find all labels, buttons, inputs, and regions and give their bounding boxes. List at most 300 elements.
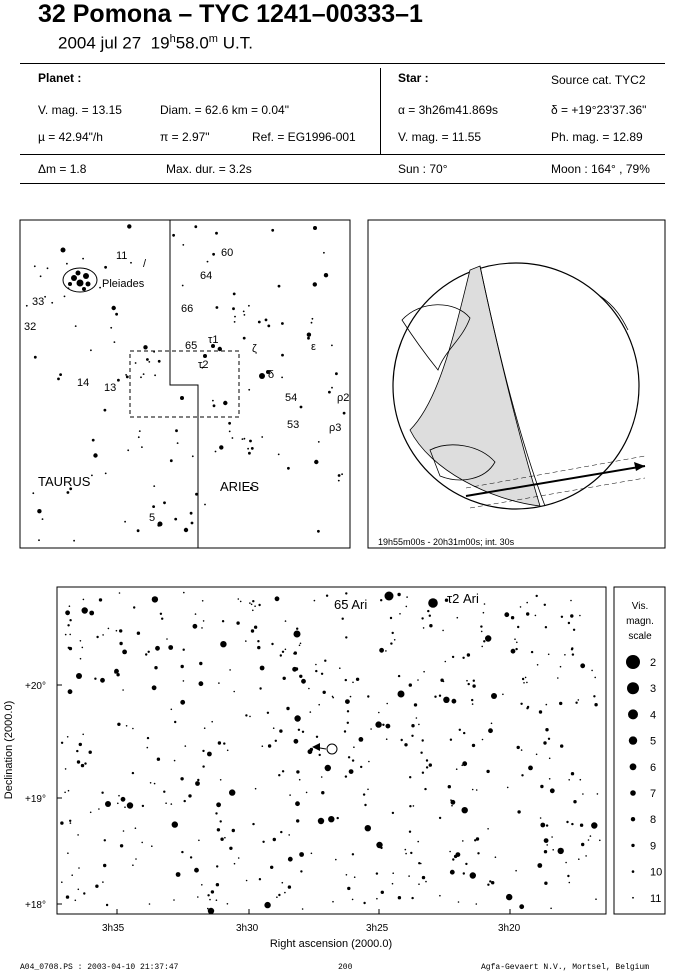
detail-star — [483, 640, 485, 642]
star-label-rho3: ρ3 — [329, 422, 342, 434]
detail-star — [452, 699, 457, 704]
detail-bright-star — [318, 818, 324, 824]
detail-star — [439, 817, 441, 819]
detail-star — [368, 761, 370, 763]
detail-star — [413, 805, 415, 807]
detail-star — [155, 646, 160, 651]
detail-star — [76, 750, 78, 752]
finder-star — [153, 485, 155, 487]
star-label-slash: / — [143, 258, 147, 270]
detail-star — [365, 825, 371, 831]
detail-star — [344, 730, 346, 732]
detail-star — [223, 742, 225, 744]
detail-star — [450, 870, 455, 875]
detail-star — [507, 787, 509, 789]
finder-star — [216, 306, 219, 309]
finder-star — [175, 429, 178, 432]
detail-star — [515, 870, 517, 872]
detail-star — [549, 758, 551, 760]
detail-star — [216, 865, 218, 867]
detail-star — [571, 647, 573, 649]
label-65-ari: 65 Ari — [334, 597, 368, 612]
finder-star — [312, 318, 314, 320]
detail-star — [426, 759, 428, 761]
detail-star — [69, 605, 71, 607]
detail-star — [300, 870, 302, 872]
detail-star — [548, 738, 550, 740]
detail-star — [514, 638, 516, 640]
finder-frame — [20, 220, 350, 548]
detail-star — [315, 670, 317, 672]
finder-star — [213, 404, 216, 407]
detail-star — [203, 620, 205, 622]
detail-star — [537, 863, 542, 868]
detail-star — [289, 794, 291, 796]
detail-star — [323, 691, 326, 694]
detail-star — [470, 872, 476, 878]
detail-star — [321, 776, 323, 778]
max-duration: Max. dur. = 3.2s — [166, 162, 252, 176]
finder-star — [138, 436, 140, 438]
detail-star — [411, 724, 414, 727]
detail-star — [451, 805, 453, 807]
detail-star — [220, 838, 223, 841]
detail-star — [594, 703, 597, 706]
detail-star — [299, 852, 304, 857]
detail-star — [422, 739, 424, 741]
detail-star — [132, 864, 134, 866]
finder-star — [281, 354, 284, 357]
detail-star — [119, 592, 121, 594]
detail-star — [378, 712, 380, 714]
detail-star — [397, 593, 400, 596]
detail-star — [543, 741, 546, 744]
xtick-3h35: 3h35 — [102, 923, 125, 934]
detail-star — [78, 889, 80, 891]
detail-star — [61, 881, 63, 883]
detail-star — [80, 640, 82, 642]
detail-star — [417, 841, 419, 843]
planet-vmag: V. mag. = 13.15 — [38, 103, 122, 117]
detail-star — [457, 617, 459, 619]
detail-star — [259, 687, 261, 689]
star-label-66: 66 — [181, 303, 194, 315]
detail-star — [249, 602, 251, 604]
detail-star — [386, 738, 388, 740]
detail-star — [279, 729, 282, 732]
detail-star — [101, 792, 103, 794]
detail-star — [520, 703, 522, 705]
finder-star — [42, 518, 44, 520]
star-label-33: 33 — [32, 296, 45, 308]
detail-star — [537, 664, 539, 666]
detail-star — [82, 734, 84, 736]
detail-star — [578, 699, 580, 701]
pleiades-star — [77, 280, 84, 287]
detail-star — [120, 844, 123, 847]
detail-star — [481, 646, 483, 648]
detail-star — [426, 766, 428, 768]
mag-scale-dot — [632, 870, 635, 873]
planet-parallax: π = 2.97" — [160, 130, 210, 144]
detail-star — [78, 867, 80, 869]
finder-star — [192, 455, 194, 457]
detail-star — [246, 880, 248, 882]
planet-motion: µ = 42.94"/h — [38, 130, 103, 144]
detail-star — [222, 620, 224, 622]
detail-bright-star — [76, 673, 82, 679]
footer-credit: Agfa-Gevaert N.V., Mortsel, Belgium — [481, 963, 650, 972]
mag-scale-value: 6 — [650, 761, 657, 774]
finder-star — [287, 467, 290, 470]
detail-bright-star — [428, 598, 438, 608]
detail-star — [591, 822, 597, 828]
detail-star — [545, 626, 547, 628]
detail-star — [339, 667, 341, 669]
detail-star — [526, 682, 528, 684]
detail-star — [152, 596, 158, 602]
detail-star — [567, 875, 569, 877]
detail-star — [286, 707, 289, 710]
detail-star — [418, 724, 420, 726]
detail-star — [67, 624, 69, 626]
finder-bright-star — [158, 522, 163, 527]
detail-star — [570, 614, 573, 617]
mag-scale-value: 10 — [650, 866, 663, 879]
finder-star — [244, 438, 246, 440]
detail-star — [410, 852, 412, 854]
detail-star — [135, 858, 137, 860]
detail-star — [233, 691, 235, 693]
detail-star — [406, 596, 408, 598]
detail-star — [462, 807, 468, 813]
finder-star — [314, 460, 318, 464]
pleiades-star — [83, 273, 89, 279]
detail-star — [392, 812, 394, 814]
detail-star — [404, 743, 407, 746]
finder-star — [258, 321, 261, 324]
detail-star — [283, 677, 286, 680]
detail-star — [71, 874, 73, 876]
pleiades-star — [76, 271, 81, 276]
finder-star — [117, 379, 120, 382]
page-title: 32 Pomona – TYC 1241–00333–1 — [38, 0, 423, 28]
detail-star — [401, 739, 403, 741]
detail-star — [390, 617, 392, 619]
finder-star — [251, 447, 254, 450]
detail-star — [545, 728, 548, 731]
star-phmag: Ph. mag. = 12.89 — [551, 130, 643, 144]
detail-star — [300, 643, 302, 645]
finder-star — [57, 378, 60, 381]
finder-star — [338, 474, 341, 477]
detail-star — [227, 750, 229, 752]
detail-star — [450, 799, 452, 801]
detail-star — [174, 721, 176, 723]
detail-star — [536, 754, 538, 756]
star-label-13: 13 — [104, 382, 117, 394]
detail-star — [69, 619, 71, 621]
detail-star — [418, 883, 420, 885]
detail-star — [79, 743, 82, 746]
detail-stars — [60, 592, 600, 915]
ytick-19: +19° — [25, 794, 46, 805]
detail-star — [472, 744, 475, 747]
detail-star — [521, 749, 523, 751]
detail-star — [257, 646, 260, 649]
detail-star — [527, 706, 529, 708]
detail-star — [423, 627, 425, 629]
detail-star — [183, 680, 185, 682]
detail-star — [526, 612, 529, 615]
detail-star — [285, 620, 287, 622]
finder-star — [115, 313, 118, 316]
detail-star — [370, 728, 372, 730]
detail-star — [220, 641, 226, 647]
globe-panel — [368, 220, 665, 548]
detail-star — [149, 903, 151, 905]
finder-star — [99, 287, 101, 289]
detail-star — [544, 882, 547, 885]
detail-star — [311, 853, 313, 855]
detail-star — [536, 595, 538, 597]
finder-star — [139, 430, 141, 432]
finder-star — [143, 373, 145, 375]
detail-star — [67, 852, 69, 854]
detail-star — [394, 639, 396, 641]
detail-star — [381, 891, 384, 894]
detail-star — [260, 666, 265, 671]
detail-star — [566, 821, 568, 823]
detail-star — [346, 874, 348, 876]
star-label-14: 14 — [77, 377, 90, 389]
detail-star — [517, 626, 519, 628]
detail-star — [254, 605, 256, 607]
detail-star — [218, 682, 220, 684]
finder-star — [271, 229, 274, 232]
finder-star — [140, 376, 142, 378]
finder-star — [331, 387, 333, 389]
detail-star — [133, 606, 135, 608]
detail-star — [122, 689, 124, 691]
label-tau2-ari: τ2 Ari — [447, 591, 479, 606]
detail-star — [64, 792, 66, 794]
detail-star — [84, 762, 86, 764]
detail-star — [65, 634, 67, 636]
detail-star — [462, 840, 464, 842]
planet-heading: Planet : — [38, 71, 82, 85]
detail-star — [546, 824, 548, 826]
finder-star — [154, 374, 156, 376]
detail-star — [271, 643, 273, 645]
detail-star — [488, 728, 493, 733]
detail-star — [229, 789, 235, 795]
detail-star — [591, 670, 593, 672]
detail-star — [310, 711, 312, 713]
detail-star — [363, 793, 365, 795]
detail-star — [581, 843, 584, 846]
detail-star — [201, 884, 203, 886]
mag-scale-title-2: magn. — [626, 616, 654, 627]
detail-star — [278, 774, 280, 776]
mag-scale-value: 8 — [650, 814, 657, 827]
detail-star — [216, 802, 221, 807]
finder-star — [92, 439, 95, 442]
detail-star — [117, 723, 120, 726]
detail-star — [69, 820, 71, 822]
detail-star — [468, 683, 470, 685]
detail-star — [324, 660, 326, 662]
detail-star — [449, 851, 451, 853]
finder-star — [335, 372, 338, 375]
finder-star — [233, 293, 236, 296]
finder-star — [141, 446, 143, 448]
detail-star — [579, 615, 581, 617]
finder-star — [174, 518, 177, 521]
detail-star — [245, 714, 247, 716]
detail-star — [245, 640, 247, 642]
delta-magnitude: Δm = 1.8 — [38, 162, 87, 176]
finder-star — [125, 374, 127, 376]
finder-star — [248, 389, 250, 391]
finder-star — [248, 305, 250, 307]
detail-star — [422, 876, 425, 879]
finder-star — [127, 224, 131, 228]
detail-star — [392, 872, 394, 874]
detail-star — [183, 649, 185, 651]
detail-star — [216, 883, 219, 886]
detail-star — [552, 849, 554, 851]
detail-star — [550, 908, 552, 910]
detail-star — [209, 899, 211, 901]
detail-star — [201, 627, 203, 629]
finder-star — [130, 262, 132, 264]
detail-star — [599, 840, 601, 842]
detail-star — [386, 703, 388, 705]
finder-star — [261, 436, 263, 438]
finder-star — [343, 412, 346, 415]
finder-star — [75, 325, 77, 327]
finder-star — [194, 225, 197, 228]
detail-star — [526, 602, 528, 604]
detail-star — [564, 654, 566, 656]
mag-scale-dot — [631, 844, 634, 847]
finder-star — [177, 442, 179, 444]
detail-star — [81, 764, 84, 767]
detail-star — [185, 745, 187, 747]
detail-star — [275, 596, 280, 601]
detail-star — [234, 863, 236, 865]
finder-star — [82, 258, 84, 260]
detail-star — [452, 858, 454, 860]
finder-star — [229, 431, 231, 433]
detail-star — [259, 878, 261, 880]
detail-bright-star — [294, 631, 301, 638]
finder-star — [137, 529, 140, 532]
detail-star — [409, 776, 411, 778]
detail-star — [117, 803, 119, 805]
detail-star — [66, 895, 69, 898]
finder-star — [59, 373, 62, 376]
sun-elongation: Sun : 70° — [398, 162, 448, 176]
pleiades-star — [82, 287, 86, 291]
finder-star — [249, 440, 252, 443]
detail-star — [442, 630, 444, 632]
detail-star — [345, 775, 347, 777]
detail-star — [561, 616, 563, 618]
detail-star — [147, 737, 149, 739]
detail-star — [575, 702, 577, 704]
detail-star — [476, 903, 478, 905]
detail-star — [477, 852, 479, 854]
detail-star — [347, 710, 349, 712]
detail-star — [559, 702, 562, 705]
detail-star — [147, 747, 149, 749]
pleiades-star — [86, 282, 91, 287]
finder-star — [152, 505, 155, 508]
star-label-64: 64 — [200, 270, 213, 282]
detail-star — [273, 727, 275, 729]
detail-star — [511, 649, 516, 654]
detail-star — [540, 785, 543, 788]
mag-scale-value: 3 — [650, 683, 657, 696]
detail-star — [157, 758, 160, 761]
detail-star — [345, 699, 350, 704]
detail-star — [546, 704, 548, 706]
finder-star — [328, 391, 331, 394]
detail-star — [195, 613, 197, 615]
detail-star — [276, 896, 278, 898]
finder-star — [153, 351, 155, 353]
detail-star — [522, 678, 524, 680]
mag-scale-entries — [626, 655, 662, 905]
detail-star — [405, 853, 407, 855]
path-direction-arrow — [634, 462, 645, 471]
finder-star — [182, 285, 184, 287]
detail-star — [229, 669, 231, 671]
detail-star — [409, 683, 412, 686]
detail-star — [217, 828, 220, 831]
detail-star — [190, 856, 192, 858]
detail-star — [390, 642, 392, 644]
detail-star — [363, 902, 365, 904]
detail-star — [572, 653, 574, 655]
detail-star — [69, 647, 72, 650]
detail-star — [215, 812, 217, 814]
star-label-tau1: τ1 — [208, 334, 219, 346]
detail-star — [298, 729, 300, 731]
detail-star — [176, 872, 181, 877]
detail-star — [376, 898, 378, 900]
detail-star — [238, 598, 240, 600]
detail-star — [352, 899, 354, 901]
detail-star — [356, 678, 359, 681]
finder-star — [281, 322, 284, 325]
finder-star — [311, 322, 313, 324]
detail-star — [462, 761, 467, 766]
star-label-60: 60 — [221, 247, 234, 259]
detail-star — [352, 682, 354, 684]
detail-star — [137, 632, 140, 635]
detail-star — [452, 656, 454, 658]
detail-star — [211, 890, 214, 893]
finder-star — [278, 454, 280, 456]
finder-star — [219, 445, 223, 449]
detail-star — [521, 774, 523, 776]
detail-star — [282, 882, 284, 884]
detail-star — [301, 679, 306, 684]
detail-star — [439, 695, 441, 697]
